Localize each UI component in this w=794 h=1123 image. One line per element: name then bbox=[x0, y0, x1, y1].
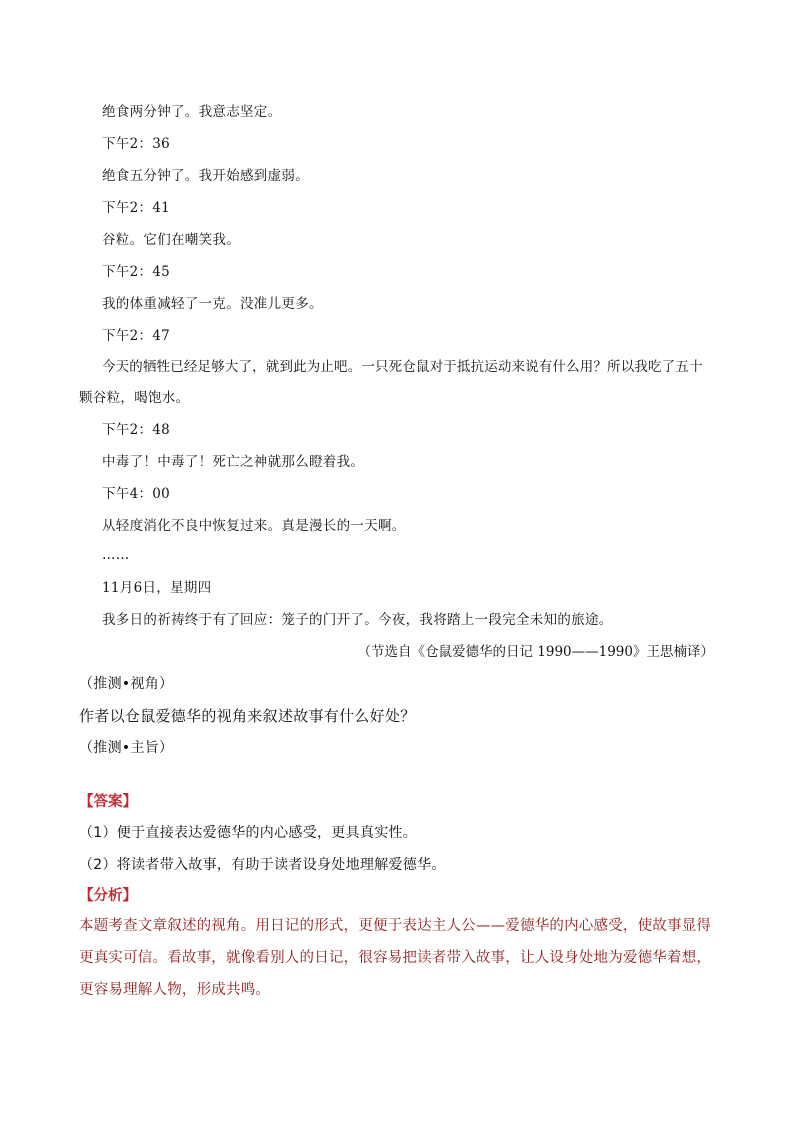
diary-line: 绝食两分钟了。我意志坚定。 bbox=[102, 104, 282, 120]
diary-line: 我的体重减轻了一克。没准儿更多。 bbox=[102, 296, 323, 312]
answer-item: （1）便于直接表达爱德华的内心感受，更具真实性。 bbox=[79, 825, 418, 841]
analysis-heading: 【分析】 bbox=[79, 888, 137, 904]
answer-heading: 【答案】 bbox=[79, 794, 137, 810]
diary-line: 今天的牺牲已经足够大了，就到此为止吧。一只死仓鼠对于抵抗运动来说有什么用？所以我吃了五十 bbox=[102, 359, 703, 375]
question-text: 作者以仓鼠爱德华的视角来叙述故事有什么好处？ bbox=[79, 707, 416, 725]
diary-time: 下午2：36 bbox=[102, 136, 171, 152]
diary-line: 我多日的祈祷终于有了回应：笼子的门开了。今夜，我将踏上一段完全未知的旅途。 bbox=[102, 612, 613, 628]
analysis-text: 本题考查文章叙述的视角。用日记的形式，更便于表达主人公——爱德华的内心感受，使故事显得更真实可信。看故事，就像看别人的日记，很容易把读者带入故事，让人设身处地为爱德华着想，更容易理解人物，形成共鸣。 bbox=[79, 918, 712, 998]
diary-line-continued: 颗谷粒，喝饱水。 bbox=[79, 390, 190, 406]
diary-time: 下午2：41 bbox=[102, 200, 171, 216]
diary-line: 从轻度消化不良中恢复过来。真是漫长的一天啊。 bbox=[102, 518, 406, 534]
diary-line: 中毒了！中毒了！死亡之神就那么瞪着我。 bbox=[102, 454, 365, 470]
diary-line: 绝食五分钟了。我开始感到虚弱。 bbox=[102, 168, 309, 184]
ellipsis: …… bbox=[102, 547, 130, 563]
diary-time: 下午2：45 bbox=[102, 264, 171, 280]
question-tag: （推测•主旨） bbox=[79, 740, 174, 756]
answer-item: （2）将读者带入故事，有助于读者设身处地理解爱德华。 bbox=[79, 857, 446, 873]
source-citation: （节选自《仓鼠爱德华的日记 1990——1990》王思楠译） bbox=[357, 644, 714, 660]
diary-time: 下午2：48 bbox=[102, 422, 171, 438]
diary-time: 下午2：47 bbox=[102, 328, 171, 344]
question-tag: （推测•视角） bbox=[79, 676, 174, 692]
diary-time: 下午4：00 bbox=[102, 486, 171, 502]
diary-line: 谷粒。它们在嘲笑我。 bbox=[102, 232, 240, 248]
diary-date: 11月6日，星期四 bbox=[102, 580, 212, 596]
